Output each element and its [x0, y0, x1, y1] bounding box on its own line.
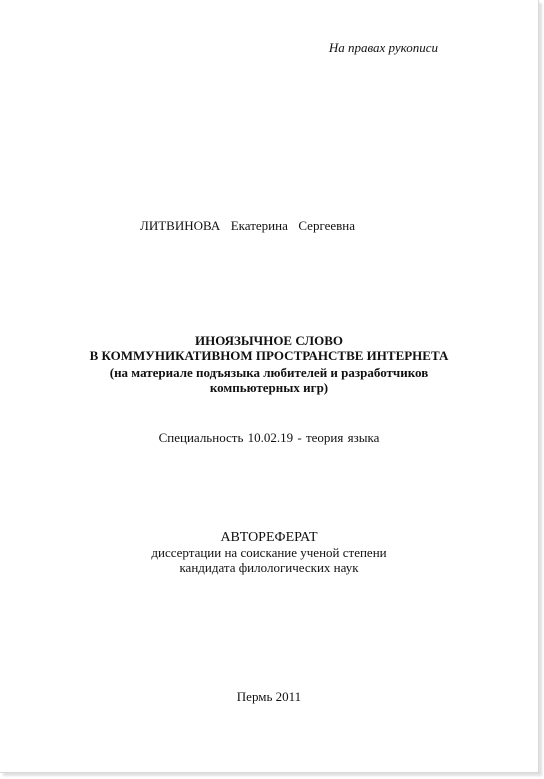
title-line-2: В КОММУНИКАТИВНОМ ПРОСТРАНСТВЕ ИНТЕРНЕТА	[89, 348, 449, 363]
place-and-year: Пермь 2011	[236, 689, 302, 704]
manuscript-rights-note: На правах рукописи	[328, 40, 438, 55]
dissertation-line-1: диссертации на соискание ученой степени	[151, 545, 387, 560]
title-line-1: ИНОЯЗЫЧНОЕ СЛОВО	[194, 333, 344, 348]
dissertation-line-2: кандидата филологических наук	[179, 560, 359, 575]
author-name: ЛИТВИНОВА Екатерина Сергеевна	[140, 218, 356, 233]
specialty-line: Специальность 10.02.19 - теория языка	[158, 430, 380, 445]
title-line-3: (на материале подъязыка любителей и разработчиков	[109, 365, 429, 380]
title-line-4: компьютерных игр)	[209, 380, 329, 395]
abstract-heading: АВТОРЕФЕРАТ	[220, 530, 318, 545]
